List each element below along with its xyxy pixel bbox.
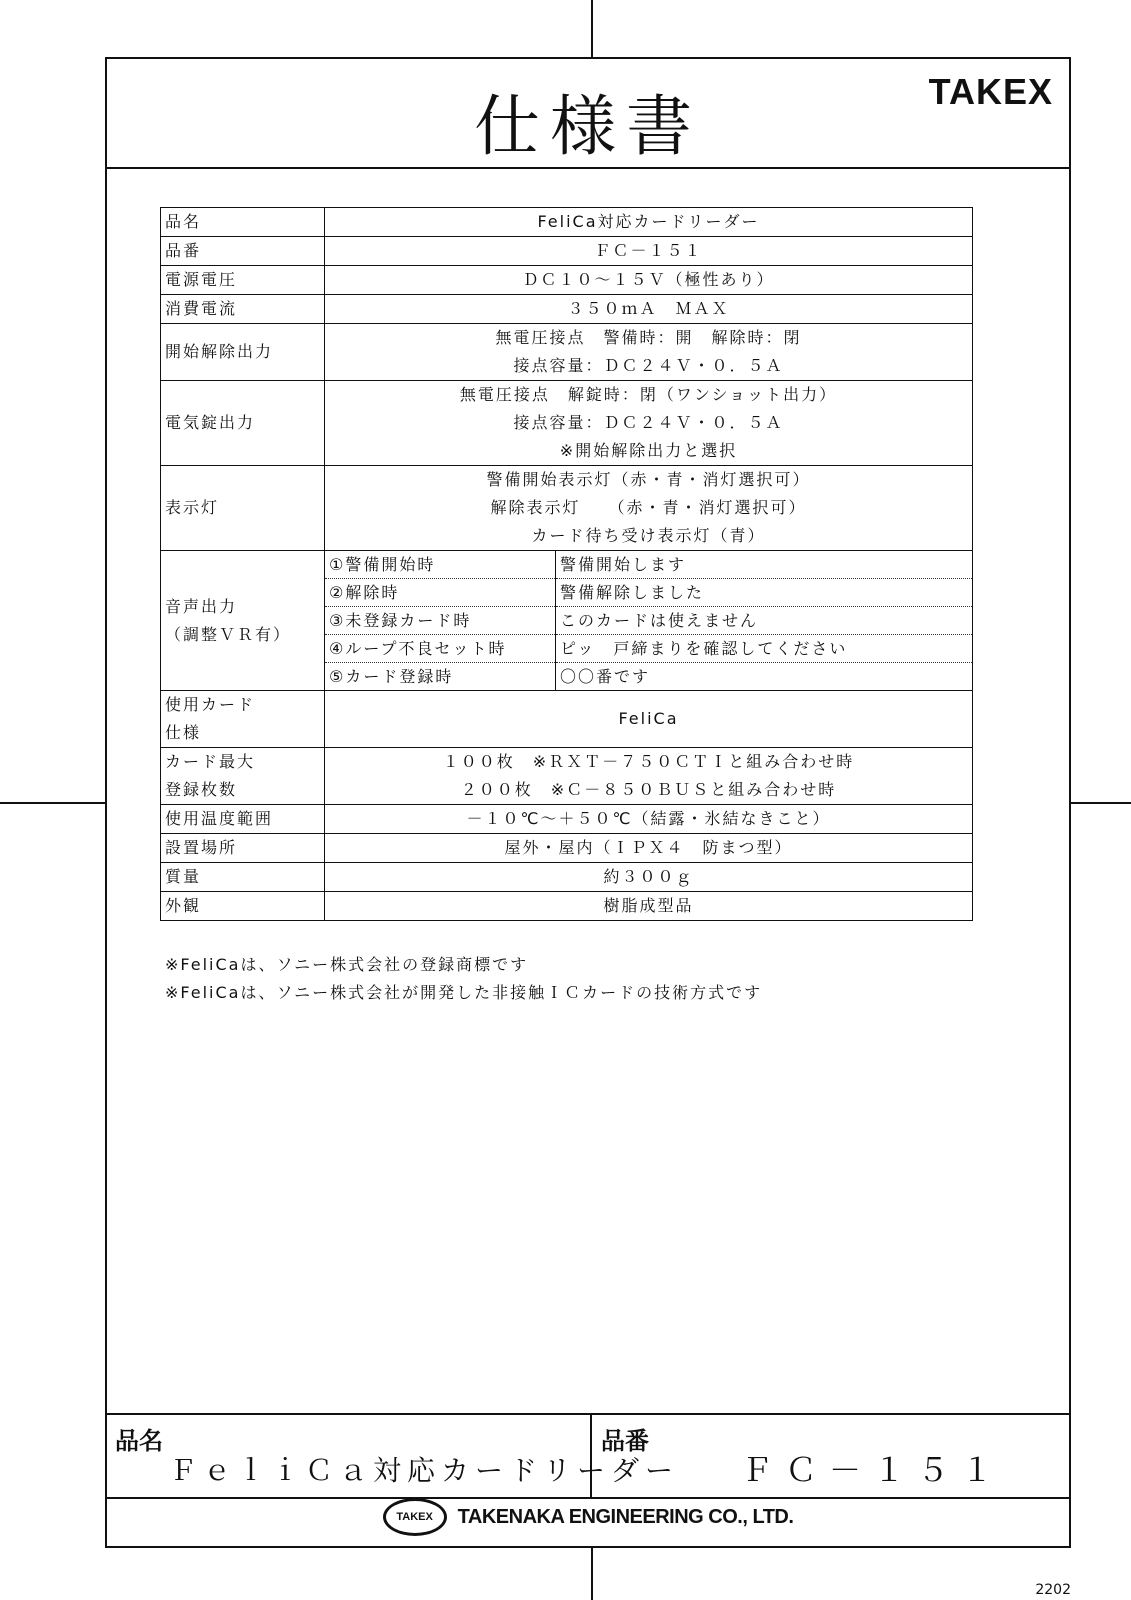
row-label: [161, 551, 325, 691]
row-label: 電源電圧: [161, 266, 325, 295]
value-line: カード待ち受け表示灯（青）: [531, 526, 766, 545]
max-label-2: 登録枚数: [165, 780, 238, 799]
card-label-2: 仕様: [165, 723, 202, 742]
row-value: [325, 381, 973, 466]
voice-event: ②解除時: [325, 579, 556, 607]
row-value: ＤＣ１０～１５Ｖ（極性あり）: [325, 266, 973, 295]
voice-event: ④ループ不良セット時: [325, 635, 556, 663]
crop-mark-top: [591, 0, 593, 57]
voice-row: [325, 579, 972, 607]
table-row: [161, 805, 973, 834]
row-value: 約３００ｇ: [325, 863, 973, 892]
row-label: 外観: [161, 892, 325, 921]
row-value: 樹脂成型品: [325, 892, 973, 921]
company-logo: TAKEX: [383, 1498, 447, 1536]
document-code: 2202: [1035, 1582, 1071, 1598]
table-row: [161, 324, 973, 381]
row-label: 設置場所: [161, 834, 325, 863]
row-value: 屋外・屋内（ＩＰＸ４ 防まつ型）: [325, 834, 973, 863]
row-value: ＦＣ－１５１: [325, 237, 973, 266]
notes: [165, 951, 762, 1007]
voice-row: [325, 551, 972, 579]
row-value: [325, 748, 973, 805]
voice-event: ③未登録カード時: [325, 607, 556, 635]
row-value: －１０℃～＋５０℃（結露・氷結なきこと）: [325, 805, 973, 834]
table-row: [161, 381, 973, 466]
row-label: 開始解除出力: [161, 324, 325, 381]
table-row: [161, 748, 973, 805]
table-row: [161, 892, 973, 921]
voice-row: [325, 663, 972, 691]
voice-message: 警備開始します: [556, 551, 973, 579]
table-row: [161, 863, 973, 892]
row-value: FeliCa: [325, 691, 973, 748]
footer-number-label: 品番: [601, 1427, 649, 1455]
row-value: ３５０ｍＡ ＭＡＸ: [325, 295, 973, 324]
value-line: 無電圧接点 解錠時：閉（ワンショット出力）: [459, 385, 838, 404]
value-line: ２００枚 ※Ｃ－８５０ＢＵＳと組み合わせ時: [460, 780, 837, 799]
spec-table: [160, 207, 973, 921]
row-label: 品番: [161, 237, 325, 266]
value-line: ※開始解除出力と選択: [559, 441, 738, 460]
voice-row: [325, 635, 972, 663]
document-title: 仕様書: [474, 88, 702, 165]
row-label: [161, 748, 325, 805]
crop-mark-left: [0, 802, 105, 804]
voice-message: ピッ 戸締まりを確認してください: [556, 635, 973, 663]
table-row: [161, 834, 973, 863]
value-line: 接点容量：ＤＣ２４Ｖ・０．５Ａ: [513, 413, 784, 432]
voice-message: 〇〇番です: [560, 667, 651, 686]
document-header: [107, 59, 1069, 169]
row-label: 品名: [161, 208, 325, 237]
value-line: 解除表示灯 （赤・青・消灯選択可）: [490, 498, 807, 517]
row-label: 消費電流: [161, 295, 325, 324]
footer-number-value: ＦＣ－１５１: [741, 1451, 1006, 1489]
voice-event: ⑤カード登録時: [325, 663, 556, 691]
voice-label-note: （調整ＶＲ有）: [165, 624, 292, 644]
value-line: １００枚 ※ＲＸＴ－７５０ＣＴＩと組み合わせ時: [442, 752, 855, 771]
table-row: [161, 295, 973, 324]
voice-message: 警備解除しました: [556, 579, 973, 607]
row-value: FeliCa対応カードリーダー: [325, 208, 973, 237]
table-row: [161, 237, 973, 266]
voice-output-cell: [325, 551, 973, 691]
note-line: ※FeliCaは、ソニー株式会社が開発した非接触ＩＣカードの技術方式です: [165, 983, 763, 1002]
voice-event: ①警備開始時: [325, 551, 556, 579]
row-label: 表示灯: [161, 466, 325, 551]
table-row: [161, 691, 973, 748]
brand-logo: TAKEX: [928, 71, 1053, 112]
row-label: [161, 691, 325, 748]
row-label: 電気錠出力: [161, 381, 325, 466]
value-line: 警備開始表示灯（赤・青・消灯選択可）: [486, 470, 811, 489]
voice-label: 音声出力: [165, 596, 238, 616]
row-value: [325, 466, 973, 551]
table-row: [161, 466, 973, 551]
table-row: [161, 551, 973, 691]
footer-title-block: [107, 1413, 1069, 1499]
company-name: TAKENAKA ENGINEERING CO., LTD.: [457, 1505, 794, 1528]
row-value: [325, 324, 973, 381]
row-label: 使用温度範囲: [161, 805, 325, 834]
voice-row: [325, 607, 972, 635]
footer-name-label: 品名: [115, 1427, 163, 1455]
note-line: ※FeliCaは、ソニー株式会社の登録商標です: [165, 955, 529, 974]
row-label: 質量: [161, 863, 325, 892]
footer-name-value: ＦｅｌｉＣａ対応カードリーダー: [169, 1454, 680, 1487]
card-label: 使用カード: [165, 695, 256, 714]
max-label: カード最大: [165, 752, 256, 771]
value-line: 接点容量：ＤＣ２４Ｖ・０．５Ａ: [513, 356, 784, 375]
value-line: 無電圧接点 警備時：開 解除時：閉: [495, 328, 802, 347]
crop-mark-bottom: [591, 1548, 593, 1600]
voice-message: このカードは使えません: [556, 607, 973, 635]
voice-table: [325, 551, 972, 690]
table-row: [161, 208, 973, 237]
company-block: [107, 1498, 1069, 1538]
crop-mark-right: [1071, 802, 1131, 804]
table-row: [161, 266, 973, 295]
